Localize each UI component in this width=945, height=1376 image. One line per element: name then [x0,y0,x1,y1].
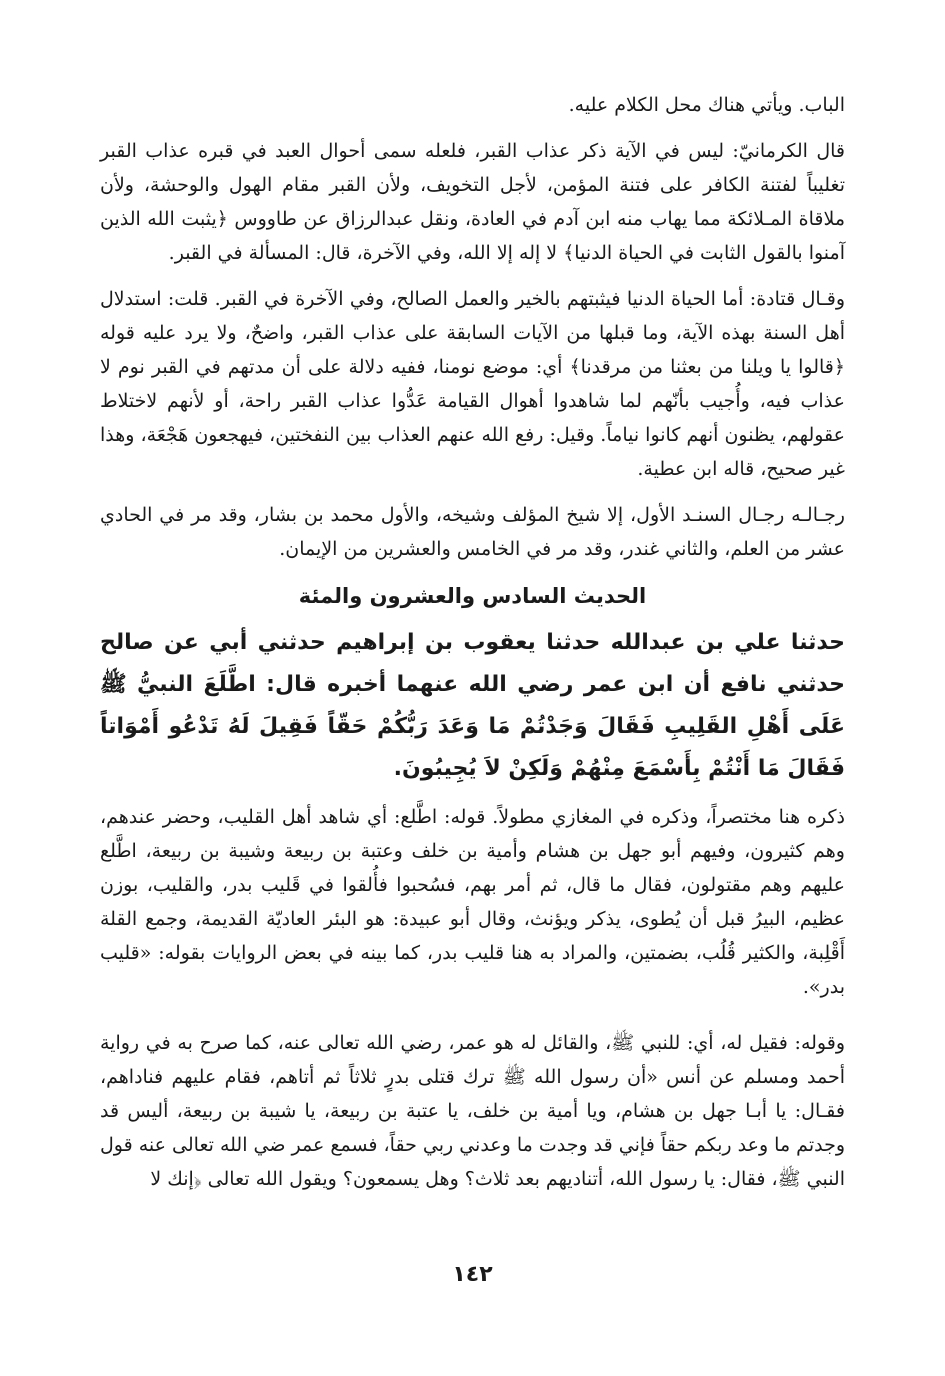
paragraph-3: وقـال قتادة: أما الحياة الدنيا فيثبتهم بالخير والعمل الصالح، وفي الآخرة في القبر. قلت: استدلال أهل السنة بهذه الآية، وما قبلها من الآيات السابقة على عذاب القبر، واضحٌ، ولا يرد عليه قوله ﴿قالوا يا ويلنا من بعثنا من مرقدنا﴾ أي: موضع نومنا، ففيه دلالة على أن مدتهم في القبر نوم لا عذاب فيه، وأُجيب بأنّهم لما شاهدوا أهوال القيامة عَدُّوا عذاب القبر راحة، أو لأنهم لاختلاط عقولهم، يظنون أنهم كانوا نياماً. وقيل: رفع الله عنهم العذاب بين النفختين، فيهجعون هَجْعَة، وهذا غير صحيح، قاله ابن عطية. [100,288,845,480]
paragraph-2: قال الكرمانيّ: ليس في الآية ذكر عذاب القبر، فلعله سمى أحوال العبد في قبره عذاب القبر تغليباً لفتنة الكافر على فتنة المؤمن، لأجل التخويف، ولأن القبر مقام الهول والوحشة، ولأن ملاقاة المـلائكة مما يهاب منه ابن آدم في العادة، ونقل عبدالرزاق عن طاووس ﴿يثبت الله الذين آمنوا بالقول الثابت في الحياة الدنيا﴾ لا إله إلا الله، وفي الآخرة، قال: المسألة في القبر. [100,140,845,264]
hadith-text: حدثنا علي بن عبدالله حدثنا يعقوب بن إبراهيم حدثني أبي عن صالح حدثني نافع أن ابن عمر رضي الله عنهما أخبره قال: اطَّلَعَ النبيُّ ﷺ عَلَى أَهْلِ القَلِيبِ فَقَالَ وَجَدْتُمْ مَا وَعَدَ رَبُّكُمْ حَقّاً فَقِيلَ لَهُ تَدْعُو أَمْوَاتاً فَقَالَ مَا أَنْتُمْ بِأَسْمَعَ مِنْهُمْ وَلَكِنْ لاَ يُجِيبُونَ. [100,630,845,781]
paragraph-4: رجـالـه رجـال السنـد الأول، إلا شيخ المؤلف وشيخه، والأول محمد بن بشار، وقد مر في الحادي عشر من العلم، والثاني غندر، وقد مر في الخامس والعشرين من الإيمان. [100,504,845,560]
page-number: ١٤٢ [452,1262,493,1287]
paragraph-6: وقوله: فقيل له، أي: للنبي ﷺ، والقائل له هو عمر، رضي الله تعالى عنه، كما صرح به في رواية أحمد ومسلم عن أنس «أن رسول الله ﷺ ترك قتلى بدرٍ ثلاثاً ثم أتاهم، فقام عليهم فناداهم، فقـال: يا أبـا جهل بن هشام، ويا أمية بن خلف، يا عتبة بن ربيعة، يا شيبة بن ربيعة، أليس قد وجدتم ما وعد ربكم حقاً فإني قد وجدت ما وعدني ربي حقاً، فسمع عمر ضي الله تعالى عنه قول النبي ﷺ، فقال: يا رسول الله، أتناديهم بعد ثلاث؟ وهل يسمعون؟ ويقول الله تعالى ﴿إنك لا [100,1032,845,1190]
section-gap [100,1004,845,1026]
paragraph-1: الباب. ويأتي هناك محل الكلام عليه. [568,94,845,116]
hadith-heading: الحديث السادس والعشرون والمئة [298,584,647,608]
page-body [100,88,845,1196]
paragraph-5: ذكره هنا مختصراً، وذكره في المغازي مطولاً. قوله: اطَّلع: أي شاهد أهل القليب، وحضر عندهم، وهم كثيرون، وفيهم أبو جهل بن هشام وأمية بن خلف وعتبة بن ربيعة وشيبة بن ربيعة، اطَّلع عليهم وهم مقتولون، فقال ما قال، ثم أمر بهم، فسُحبوا فأُلقوا في قَليب بدر، والقليب، بوزن عظيم، البيرُ قبل أن يُطوى، يذكر ويؤنث، وقال أبو عبيدة: هو البئر العاديّة القديمة، وجمع القلة أَقْلِبة، والكثير قُلُب، بضمتين، والمراد به هنا قليب بدر، كما بينه في بعض الروايات بقوله: «قليب بدر». [100,806,845,998]
